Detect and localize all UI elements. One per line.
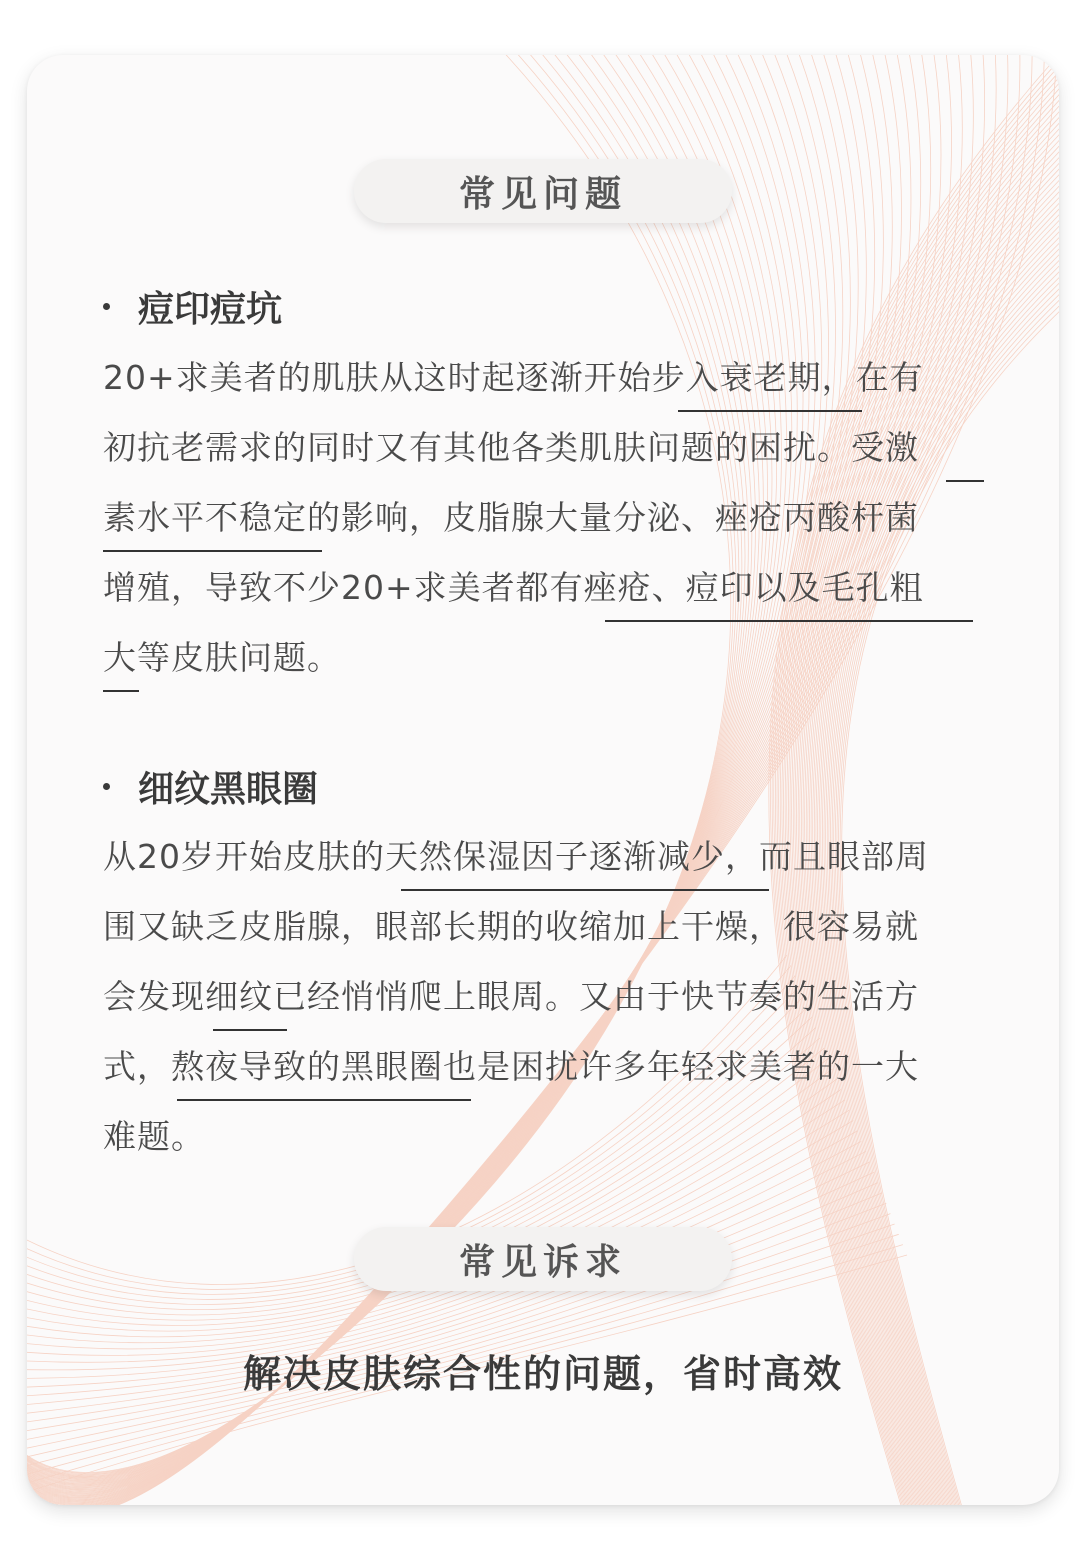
paragraph-line: 式，熬夜导致的黑眼圈也是困扰许多年轻求美者的一大 [103, 1047, 919, 1086]
wave-line [790, 110, 1059, 1505]
section-title-faq: 常见问题 [354, 159, 732, 223]
topic-heading-label: 痘印痘坑 [138, 289, 283, 330]
wave-line [792, 116, 1059, 1505]
emphasis-underline [605, 620, 973, 622]
topic-heading-acne-marks [103, 281, 282, 332]
paragraph-line: 大等皮肤问题。 [103, 638, 341, 677]
content-card [27, 55, 1059, 1505]
paragraph-line: 初抗老需求的同时又有其他各类肌肤问题的困扰。受激 [103, 428, 919, 467]
emphasis-underline [678, 410, 862, 412]
topic-heading-label: 细纹黑眼圈 [138, 769, 319, 810]
topic-paragraph-fine-lines [103, 822, 989, 1172]
emphasis-underline [946, 480, 984, 482]
bullet-dot [103, 303, 110, 310]
paragraph-line: 增殖，导致不少20+求美者都有痤疮、痘印以及毛孔粗 [103, 568, 924, 607]
paragraph-line: 素水平不稳定的影响，皮脂腺大量分泌、痤疮丙酸杆菌 [103, 498, 919, 537]
wave-line [780, 75, 1059, 1505]
wave-line [795, 127, 1059, 1505]
paragraph-line: 围又缺乏皮脂腺，眼部长期的收缩加上干燥，很容易就 [103, 907, 919, 946]
bullet-dot [103, 783, 110, 790]
paragraph-line: 20+求美者的肌肤从这时起逐渐开始步入衰老期，在有 [103, 358, 924, 397]
topic-paragraph-acne-marks [103, 343, 989, 693]
emphasis-underline [103, 690, 139, 692]
emphasis-underline [177, 1099, 471, 1101]
section-title-appeal: 常见诉求 [354, 1227, 732, 1291]
summary-statement: 解决皮肤综合性的问题，省时高效 [242, 1352, 843, 1396]
paragraph-line: 会发现细纹已经悄悄爬上眼周。又由于快节奏的生活方 [103, 977, 919, 1016]
paragraph-line: 难题。 [103, 1117, 205, 1156]
emphasis-underline [401, 889, 769, 891]
emphasis-underline [103, 550, 322, 552]
emphasis-underline [213, 1029, 287, 1031]
topic-heading-fine-lines [103, 761, 318, 812]
wave-line [779, 70, 1059, 1505]
wave-line [777, 64, 1059, 1505]
paragraph-line: 从20岁开始皮肤的天然保湿因子逐渐减少，而且眼部周 [103, 837, 929, 876]
wave-line [793, 122, 1059, 1505]
